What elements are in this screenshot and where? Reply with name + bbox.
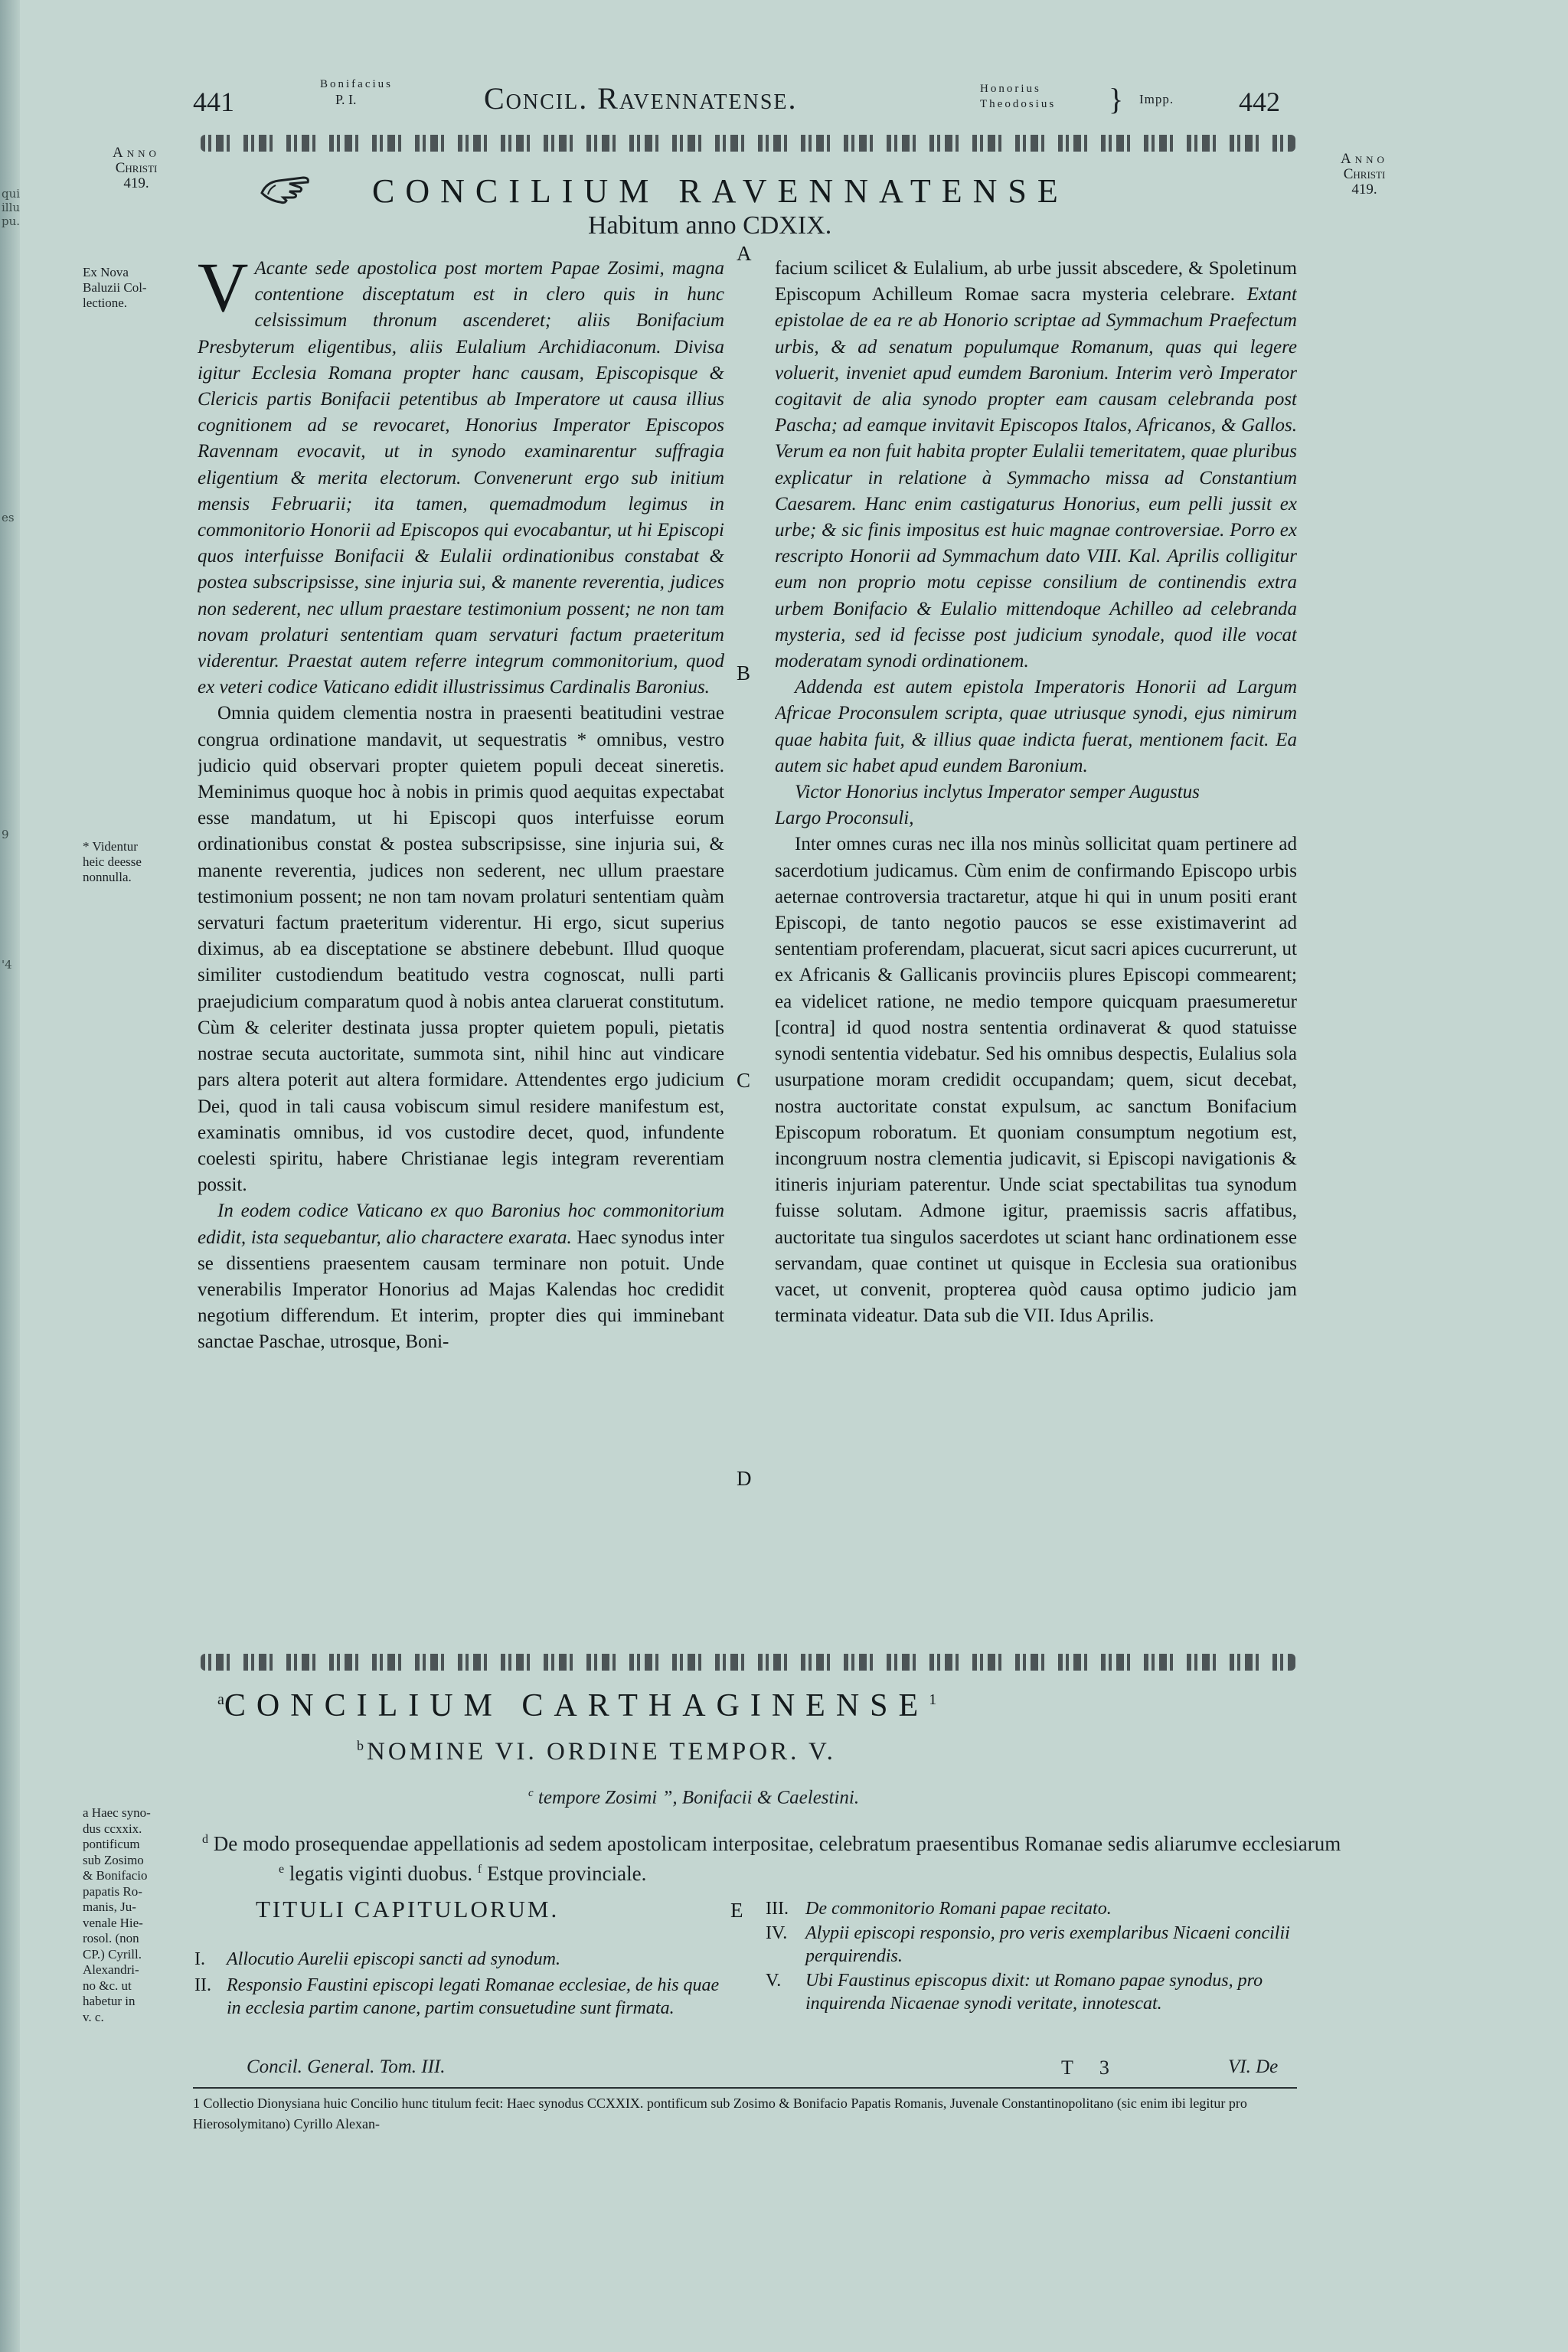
side-note-line: v. c. bbox=[83, 2009, 104, 2024]
side-note-line: pontificum bbox=[83, 1837, 140, 1851]
carthage-tempore-text: tempore Zosimi ”, Bonifacii & Caelestini. bbox=[537, 1787, 860, 1808]
carthage-title-text: CONCILIUM CARTHAGINENSE bbox=[224, 1688, 929, 1723]
anno-christi-right bbox=[1311, 152, 1418, 198]
side-note-a bbox=[83, 1805, 182, 2025]
toc-item-text: Alypii episcopi responsio, pro veris exemplaribus Nicaeni concilii perquirendis. bbox=[805, 1923, 1290, 1966]
carthage-title bbox=[217, 1687, 1305, 1724]
toc-right-list bbox=[766, 1897, 1294, 2015]
toc-item bbox=[194, 1974, 730, 2020]
pointing-hand-icon bbox=[259, 170, 312, 207]
toc-item bbox=[766, 1922, 1294, 1968]
footnote-text: Collectio Dionysiana huic Concilio hunc titulum fecit: Haec synodus CCXXIX. pontificum sub Zosimo & Bonifacio Papatis Romanis, Juvenale Constantinopolitano (sic enim ibi legitur pro Hierosolymitano) Cyrillo Alexan- bbox=[193, 2096, 1247, 2132]
toc-item-text: Allocutio Aurelii episcopi sancti ad synodum. bbox=[227, 1949, 560, 1969]
section-letter-c: C bbox=[737, 1069, 751, 1092]
toc-item-number: I. bbox=[194, 1949, 205, 1969]
header-pope-number: P. I. bbox=[335, 92, 357, 107]
christi-label: Christi bbox=[1343, 166, 1386, 182]
carthage-numbering bbox=[357, 1738, 836, 1766]
edge-fragment: es bbox=[2, 511, 15, 524]
carthage-provincial: Estque provinciale. bbox=[486, 1862, 647, 1885]
toc-item bbox=[766, 1897, 1294, 1920]
carthage-description-text: De modo prosequendae appellationis ad sedem apostolicam interpositae, celebratum praesentibus Romanae sedis aliarumve ecclesiarum bbox=[213, 1832, 1341, 1855]
ornament-band-middle bbox=[201, 1654, 1295, 1671]
christi-label: Christi bbox=[115, 160, 158, 176]
toc-item-text: Responsio Faustini episcopi legati Romanae ecclesiae, de his quae in ecclesia partim canone, partim consuetudine sunt firmata. bbox=[227, 1975, 720, 2018]
carthage-description bbox=[202, 1827, 1341, 1886]
anno-label: Anno bbox=[1341, 151, 1388, 167]
anno-year: 419. bbox=[123, 175, 149, 191]
narrative-italic: Extant epistolae de ea re ab Honorio scriptae ad Symmachum Praefectum urbis, & ad senatum populumque Romanum, quas qui legere voluerit, inveniet apud eumdem Baronium. Interim verò Imperator cogitavit de alia synodo propter eam causam celebranda post Pascha; ad eamque invitavit Episcopos Italos, Africanos, & Gallos. Verum ea non fuit habita propter Eulalii temeritatem, quae pluribus explicatur in relatione à Symmacho missa ad Constantium Caesarem. Hanc enim castigaturus Honorius, eum pelli jussit ex urbe; & sic finis impositus est huic magnae controversiae. Porro ex rescripto Honorii ad Symmachum dato VIII. Kal. Aprilis colligitur eum non proprio motu cepisse consilium de continendis extra urbem Bonifacio & Eulalio mittendoque Achilleo ad celebranda mysteria, sed id fecisse post judicium synodale, quod ille vocat moderatam synodi ordinationem. bbox=[775, 284, 1297, 672]
note-mark-d: d bbox=[202, 1833, 208, 1846]
toc-item-text: Ubi Faustinus episcopus dixit: ut Romano papae synodus, pro inquirenda Nicaenae synodi veritate, innotescat. bbox=[805, 1971, 1263, 2014]
narrative-text: facium scilicet & Eulalium, ab urbe jussit abscedere, & Spoletinum Episcopum Achilleum Romae sacra mysteria celebrare. bbox=[775, 258, 1297, 305]
toc-item-number: IV. bbox=[766, 1923, 788, 1943]
side-note-line: papatis Ro- bbox=[83, 1883, 142, 1899]
header-emperor-1: Honorius bbox=[980, 83, 1041, 95]
section-letter-b: B bbox=[737, 662, 751, 684]
anno-label: Anno bbox=[113, 145, 160, 161]
side-note-line: lectione. bbox=[83, 296, 128, 310]
council-title: CONCILIUM RAVENNATENSE bbox=[372, 172, 1069, 210]
page-number-left: 441 bbox=[193, 87, 234, 117]
header-imperatores: Impp. bbox=[1139, 92, 1174, 106]
epistle-salutation: Victor Honorius inclytus Imperator semper Augustus bbox=[795, 782, 1200, 803]
header-emperor-2: Theodosius bbox=[980, 98, 1057, 110]
edge-fragment: '4 bbox=[2, 959, 12, 972]
running-title: Concil. Ravennatense. bbox=[484, 81, 798, 116]
footnote-number: 1 bbox=[193, 2096, 200, 2111]
side-note-line: rosol. (non bbox=[83, 1931, 139, 1945]
carthage-numbering-text: NOMINE VI. ORDINE TEMPOR. V. bbox=[367, 1738, 836, 1766]
toc-item-number: II. bbox=[194, 1975, 211, 1995]
drop-cap: V bbox=[198, 256, 249, 326]
note-mark-c: c bbox=[528, 1787, 534, 1799]
epistle-addressee: Largo Proconsuli, bbox=[775, 808, 914, 829]
italic-remark: In eodem codice Vaticano ex quo Baronius hoc commonitorium edidit, ista sequebantur, alio charactere exarata. bbox=[198, 1200, 724, 1248]
closing-remark: Haec synodus inter se dissentiens praesentem causam terminare non potuit. Unde venerabilis Imperator Honorius ad Majas Kalendas hoc credidit negotium differendum. Et interim, propter dies qui imminebant sanctae Paschae, utrosque, Boni- bbox=[198, 1227, 724, 1353]
anno-christi-left bbox=[83, 145, 190, 191]
volume-line: Concil. General. Tom. III. bbox=[247, 2056, 446, 2077]
side-note-source bbox=[83, 265, 173, 311]
toc-item-text: De commonitorio Romani papae recitato. bbox=[805, 1899, 1112, 1919]
toc-item-number: V. bbox=[766, 1971, 782, 1991]
right-text-column bbox=[775, 256, 1297, 1626]
edge-fragment: qui bbox=[2, 188, 20, 201]
page-number-right: 442 bbox=[1239, 87, 1280, 117]
side-note-line: heic deesse bbox=[83, 854, 142, 869]
side-note-line: Ex Nova bbox=[83, 265, 129, 279]
note-mark-e: e bbox=[279, 1863, 285, 1876]
carthage-legates: legatis viginti duobus. bbox=[289, 1862, 473, 1885]
side-note-line: Alexandri- bbox=[83, 1962, 139, 1977]
toc-item-number: III. bbox=[766, 1899, 789, 1919]
side-note-line: & Bonifacio bbox=[83, 1868, 148, 1883]
left-text-column bbox=[198, 256, 724, 1626]
side-note-line: venale Hie- bbox=[83, 1915, 143, 1930]
toc-item bbox=[194, 1948, 730, 1971]
footnote bbox=[193, 2093, 1297, 2135]
side-note-line: no &c. ut bbox=[83, 1978, 132, 1993]
side-note-line: manis, Ju- bbox=[83, 1900, 136, 1914]
epistle-intro: Addenda est autem epistola Imperatoris Honorii ad Largum Africae Proconsulem scripta, quae utriusque synodi, ejus nimirum quae habita fuit, & illius quae indicta fuerat, mentionem facit. Ea autem sic habet apud eundem Baronium. bbox=[775, 677, 1297, 776]
carthage-tempore bbox=[528, 1787, 859, 1808]
side-note-line: Baluzii Col- bbox=[83, 280, 147, 295]
printer-signature: T 3 bbox=[1061, 2056, 1120, 2079]
epistle-body: Inter omnes curas nec illa nos minùs sollicitat quam pertinere ad sacerdotium judicamus. Cùm enim de confirmando Episcopo urbis aeternae controversia tractaretur, atque hi qui in unum positi erant Episcopi, de tanto negotio paucos se esse existimaverint ad sententiam proferendam, placuerat, sicut sacri apices cucurrerunt, ut ex Africanis & Gallicanis provinciis plures Episcopi commearent; ea videlicet ratione, ne medio tempore quicquam praesumeretur [contra] id quod nostra sententia ordinaverat & quod statuisse synodi sententia videbatur. Sed his omnibus despectis, Eulalius sola usurpatione moram credidit occupandam; quem, sicut decebat, nostra auctoritate constat expulsum, ac sanctum Bonifacium Episcopum roboratum. Et quoniam consumptum negotium est, incongruum nostra clementia judicavit, si Episcopi navigationis & itineris injuriam paterentur. Unde sciat spectabilitas tua synodum fuisse solutam. Admone igitur, praemissis sacris affatibus, auctoritate tua singulos sacerdotes ut sciant hanc ordinationem esse servandam, quae continet ut quisque in Ecclesia sua orationibus vacet, ut convenit, propterea quòd causa optimo judicio jam terminata videatur. Data sub die VII. Idus Aprilis. bbox=[775, 834, 1297, 1327]
note-mark-1: 1 bbox=[929, 1691, 937, 1708]
edge-fragment: 9 bbox=[2, 828, 9, 841]
note-mark-f: f bbox=[477, 1863, 482, 1876]
anno-year: 419. bbox=[1351, 181, 1377, 198]
side-note-line: habetur in bbox=[83, 1994, 136, 2008]
footnote-rule bbox=[193, 2087, 1297, 2089]
header-pope: Bonifacius bbox=[320, 78, 393, 90]
side-note-line: * Videntur bbox=[83, 839, 138, 854]
commonitorium-paragraph: Omnia quidem clementia nostra in praesenti beatitudini vestrae congrua ordinatione mandavit, ut sequestratis * omnibus, vestro judicio quid observari propter quietem populi deceat sineretis. Meminimus quoque hoc à nobis in primis quod aequitas expectabat esse mandatum, ut hi Episcopi quos interfuisse eorum ordinationibus constat & postea subscripsisse, sine injuria sui, & manente reverentia, judices non sederent, nec ullum praestare testimonium possent; ne non tam novam prolaturi sententiam quàm servaturi factum praeteritum viderentur. Hi ergo, sicut superius diximus, ab ea disceptatione se abstinere debebunt. Illud quoque similiter custodiendum beatitudo vestra cognoscat, nulli parti praejudicium comparatum quod à nobis antea claruerat constitutum. Cùm & celeriter destinata jussa propter quietem populi, pietatis nostrae secuta auctoritate, summota sint, nihil hinc aut vindicare pars altera poterit aut altera formidare. Attendentes ergo judicium Dei, quod in tali causa vobiscum simul residere manifestum est, examinatis omnibus, id vos custodire decet, quod, infundente coelesti spiritu, habere Christianae legis integram reverentiam possit. bbox=[198, 703, 724, 1196]
section-letter-e: E bbox=[730, 1899, 743, 1922]
side-note-line: dus ccxxix. bbox=[83, 1821, 142, 1836]
section-letter-d: D bbox=[737, 1467, 752, 1490]
ornament-band-top bbox=[201, 135, 1295, 152]
side-note-star bbox=[83, 839, 173, 885]
note-mark-a: a bbox=[217, 1691, 224, 1708]
toc-heading: TITULI CAPITULORUM. bbox=[256, 1896, 560, 1922]
binding-edge bbox=[0, 0, 20, 2352]
brace-glyph: } bbox=[1109, 82, 1124, 116]
side-note-line: CP.) Cyrill. bbox=[83, 1946, 142, 1962]
intro-paragraph: Acante sede apostolica post mortem Papae Zosimi, magna contentione disceptatum est in clero quis in hunc celsissimum thronum ascenderet; aliis Bonifacium Presbyterum eligentibus, aliis Eulalium Archidiaconum. Divisa igitur Ecclesia Romana propter hanc causam, Episcopisque & Clericis partis Bonifacii petentibus ab Imperatore ut causa illius cognitionem ad se revocaret, Honorius Imperator Episcopos Ravennam evocavit, ut in synodo examinarentur suffragia eligentium & merita electorum. Convenerunt ergo sub initium mensis Februarii; ita tamen, quemadmodum legimus in commonitorio Honorii ad Episcopos qui evocabantur, ut hi Episcopi quos interfuisse Bonifacii & Eulalii ordinationibus constabat & postea subscripsisse, sine injuria sui, & manente reverentia, judices non sederent, nec ullum praestare testimonium possent; ne non tam novam prolaturi sententiam quam servaturi factum praeteritum viderentur. Praestat autem referre integrum commonitorium, quod ex veteri codice Vaticano edidit illustrissimus Cardinalis Baronius. bbox=[198, 258, 724, 698]
toc-left-list bbox=[194, 1948, 730, 2020]
section-letter-a: A bbox=[737, 242, 752, 265]
council-subtitle: Habitum anno CDXIX. bbox=[588, 211, 832, 240]
catchword: VI. De bbox=[1228, 2056, 1279, 2077]
side-note-line: nonnulla. bbox=[83, 870, 132, 884]
note-mark-b: b bbox=[357, 1738, 367, 1753]
edge-fragment: illu bbox=[2, 201, 20, 214]
side-note-line: a Haec syno- bbox=[83, 1805, 151, 1820]
toc-item bbox=[766, 1969, 1294, 2015]
side-note-line: sub Zosimo bbox=[83, 1852, 144, 1867]
edge-fragment: pu. bbox=[2, 215, 20, 228]
